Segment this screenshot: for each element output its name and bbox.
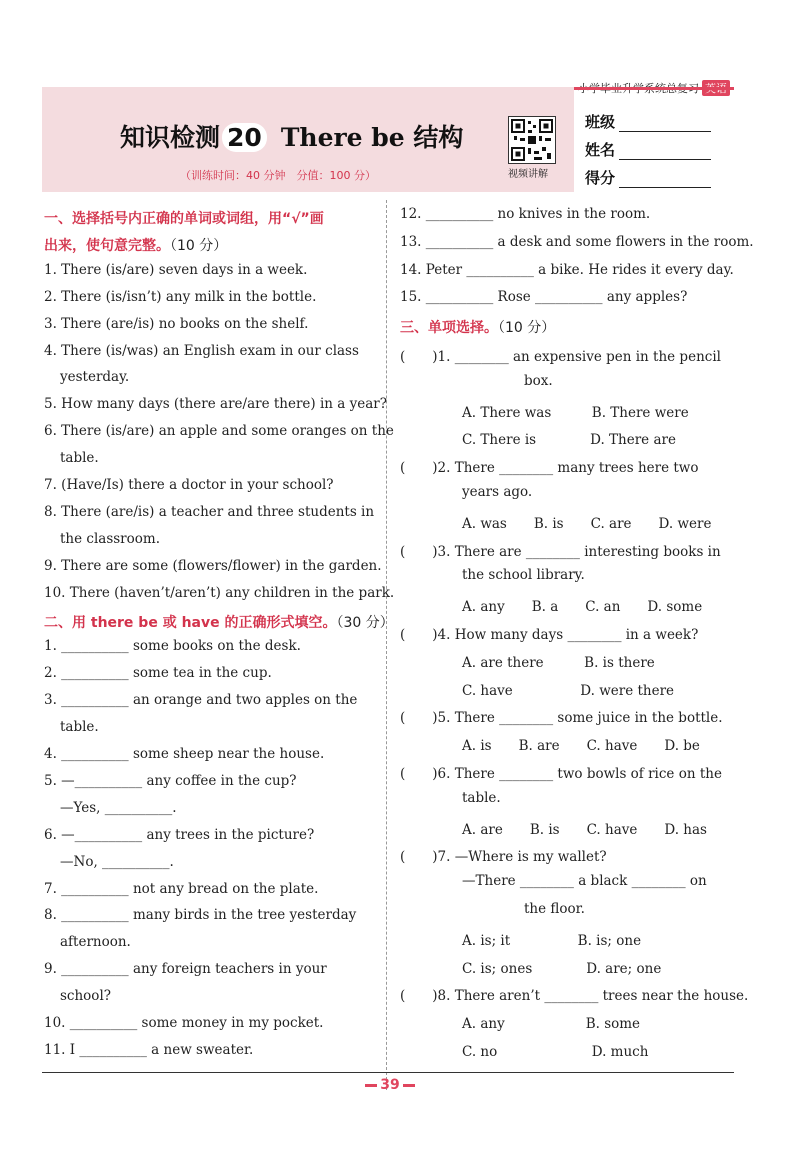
question-line — [44, 692, 357, 708]
section-heading-text: 出来，使句意完整。 — [44, 237, 170, 254]
section-heading-text: 一、选择括号内正确的单词或词组，用“√”画 — [44, 211, 324, 227]
question-line — [44, 907, 356, 923]
title-prefix: 知识检测 — [120, 123, 221, 152]
question-text: 11. I __________ a new sweater. — [44, 1041, 254, 1058]
page-title — [120, 118, 463, 154]
question-text: ( )1. ________ an expensive pen in the pencil — [400, 349, 721, 365]
question-line — [400, 206, 650, 222]
question-text: C. no D. much — [462, 1044, 649, 1060]
question-text: 6. —__________ any trees in the picture? — [44, 826, 315, 843]
page-number-dash-right — [403, 1084, 415, 1087]
question-text: 3. There (are/is) no books on the shelf. — [44, 315, 309, 332]
question-line — [44, 396, 387, 412]
class-field-line[interactable] — [619, 117, 711, 132]
question-text: A. was B. is C. are D. were — [462, 515, 712, 532]
question-text: C. is; ones D. are; one — [462, 960, 662, 977]
question-text: 5. How many days (there are/are there) in a year? — [44, 396, 387, 413]
question-line — [60, 800, 177, 816]
question-line — [400, 984, 748, 1004]
section-heading — [44, 235, 227, 255]
question-text: C. have D. were there — [462, 682, 675, 699]
question-line — [400, 234, 754, 250]
question-line — [462, 512, 711, 532]
question-line — [462, 790, 501, 806]
question-line — [400, 623, 698, 643]
question-line — [44, 665, 272, 681]
question-text: ( )4. How many days ________ in a week? — [400, 627, 699, 643]
qr-code-icon[interactable] — [508, 116, 556, 164]
question-line — [60, 934, 131, 950]
score-field-label: 得分 — [585, 169, 616, 187]
question-text: the school library. — [462, 567, 585, 584]
question-text: A. any B. a C. an D. some — [462, 599, 703, 616]
qr-caption: 视频讲解 — [508, 169, 548, 180]
question-text: 7. (Have/Is) there a doctor in your school? — [44, 477, 334, 493]
question-text: table. — [60, 450, 99, 467]
question-line — [44, 423, 394, 439]
question-line — [400, 540, 721, 560]
page-number-text: 39 — [380, 1077, 400, 1093]
question-text: ( )2. There ________ many trees here two — [400, 460, 699, 477]
section-points: （30 分） — [336, 614, 394, 631]
question-text: 9. There are some (flowers/flower) in the garden. — [44, 557, 382, 574]
question-line — [60, 369, 129, 385]
column-divider — [386, 200, 387, 1090]
question-text: 2. There (is/isn’t) any milk in the bottle. — [44, 288, 317, 305]
question-text: 7. __________ not any bread on the plate. — [44, 880, 319, 897]
question-text: table. — [60, 719, 99, 736]
question-line — [60, 988, 111, 1004]
question-text: 6. There (is/are) an apple and some oranges on the — [44, 423, 394, 440]
question-line — [462, 734, 700, 754]
question-line — [462, 484, 532, 500]
question-line — [44, 262, 307, 278]
question-line — [462, 929, 641, 949]
question-text: —Yes, __________. — [60, 799, 177, 816]
question-text: A. are B. is C. have D. has — [462, 821, 707, 838]
question-line — [462, 957, 661, 977]
question-text: 5. —__________ any coffee in the cup? — [44, 772, 297, 789]
question-text: A. is; it B. is; one — [462, 932, 642, 949]
question-text: 12. __________ no knives in the room. — [400, 206, 651, 222]
footer-rule — [42, 1072, 734, 1073]
question-text: A. is B. are C. have D. be — [462, 738, 700, 755]
title-topic: There be 结构 — [280, 123, 464, 152]
question-text: ( )6. There ________ two bowls of rice on the — [400, 766, 722, 782]
question-line — [44, 477, 334, 493]
question-line — [524, 373, 553, 389]
question-text: C. There is D. There are — [462, 432, 676, 449]
question-text: ( )3. There are ________ interesting books in — [400, 543, 721, 560]
question-text: yesterday. — [60, 369, 130, 386]
question-line — [60, 854, 174, 870]
name-field-line[interactable] — [619, 145, 711, 160]
score-field[interactable] — [585, 167, 711, 188]
question-text: A. any B. some — [462, 1016, 641, 1033]
question-line — [44, 961, 327, 977]
page-number — [360, 1077, 420, 1093]
question-line — [400, 262, 734, 278]
question-line — [44, 746, 324, 762]
question-line — [400, 706, 723, 726]
name-field-label: 姓名 — [585, 141, 616, 159]
section-heading — [44, 612, 394, 632]
question-line — [462, 818, 707, 838]
score-field-line[interactable] — [619, 173, 711, 188]
question-line — [44, 1042, 253, 1058]
question-line — [44, 504, 374, 520]
question-text: 3. __________ an orange and two apples on the — [44, 692, 358, 709]
question-text: ( )8. There aren’t ________ trees near the house. — [400, 988, 749, 1005]
question-line — [44, 773, 297, 789]
question-text: ( )7. —Where is my wallet? — [400, 849, 607, 866]
question-text: afternoon. — [60, 934, 131, 951]
question-line — [462, 1012, 640, 1032]
question-text: —No, __________. — [60, 853, 174, 870]
question-text: 1. There (is/are) seven days in a week. — [44, 261, 308, 278]
question-line — [44, 289, 316, 305]
question-line — [524, 901, 585, 917]
section-heading — [44, 208, 324, 228]
question-line — [462, 679, 674, 699]
section-points: （10 分） — [170, 237, 228, 254]
question-line — [462, 595, 702, 615]
question-line — [44, 316, 308, 332]
question-text: 8. There (are/is) a teacher and three students in — [44, 503, 375, 520]
question-text: box. — [524, 372, 553, 389]
question-text: years ago. — [462, 484, 533, 500]
question-text: 14. Peter __________ a bike. He rides it every day. — [400, 261, 734, 278]
question-line — [44, 585, 394, 601]
question-text: 8. __________ many birds in the tree yesterday — [44, 907, 357, 924]
question-line — [44, 638, 301, 654]
question-text: 15. __________ Rose __________ any apples? — [400, 289, 688, 306]
question-line — [44, 1015, 323, 1031]
question-text: 2. __________ some tea in the cup. — [44, 665, 272, 682]
question-line — [60, 719, 99, 735]
question-text: 13. __________ a desk and some flowers in the room. — [400, 233, 754, 250]
class-field[interactable] — [585, 111, 711, 132]
question-text: —There ________ a black ________ on — [462, 873, 707, 890]
title-number: 20 — [222, 123, 267, 152]
question-text: 10. __________ some money in my pocket. — [44, 1015, 324, 1031]
question-text: the floor. — [524, 901, 585, 917]
question-line — [462, 428, 676, 448]
section-heading-text: 二、用 there be 或 have 的正确形式填空。 — [44, 614, 337, 631]
question-line — [462, 567, 585, 583]
question-text: 9. __________ any foreign teachers in your — [44, 961, 327, 978]
question-line — [60, 450, 99, 466]
question-text: A. are there B. is there — [462, 654, 655, 671]
question-line — [462, 873, 707, 889]
question-line — [60, 531, 160, 547]
question-line — [462, 401, 689, 421]
question-line — [400, 289, 687, 305]
question-text: school? — [60, 988, 111, 1005]
section-points: （10 分） — [498, 320, 556, 337]
question-text: 1. __________ some books on the desk. — [44, 638, 301, 655]
question-line — [400, 845, 607, 865]
name-field[interactable] — [585, 139, 711, 160]
question-line — [462, 1040, 648, 1060]
banner-accent-bar — [574, 87, 734, 90]
class-field-label: 班级 — [585, 113, 616, 131]
question-line — [44, 558, 382, 574]
section-heading-text: 三、单项选择。 — [400, 320, 498, 337]
question-line — [44, 881, 318, 897]
question-text: the classroom. — [60, 530, 160, 547]
question-text: table. — [462, 789, 501, 806]
page-subtitle: （训练时间：40 分钟 分值：100 分） — [180, 169, 376, 182]
question-line — [462, 651, 655, 671]
question-line — [44, 343, 359, 359]
question-text: A. There was B. There were — [462, 404, 689, 421]
question-text: 10. There (haven’t/aren’t) any children in the park. — [44, 584, 395, 601]
section-heading — [400, 317, 555, 337]
question-line — [400, 456, 698, 476]
question-text: 4. There (is/was) an English exam in our class — [44, 342, 359, 359]
question-text: ( )5. There ________ some juice in the bottle. — [400, 710, 723, 727]
question-line — [400, 345, 721, 365]
question-text: 4. __________ some sheep near the house. — [44, 746, 325, 762]
question-line — [44, 827, 314, 843]
question-line — [400, 762, 722, 782]
page-number-dash-left — [365, 1084, 377, 1087]
